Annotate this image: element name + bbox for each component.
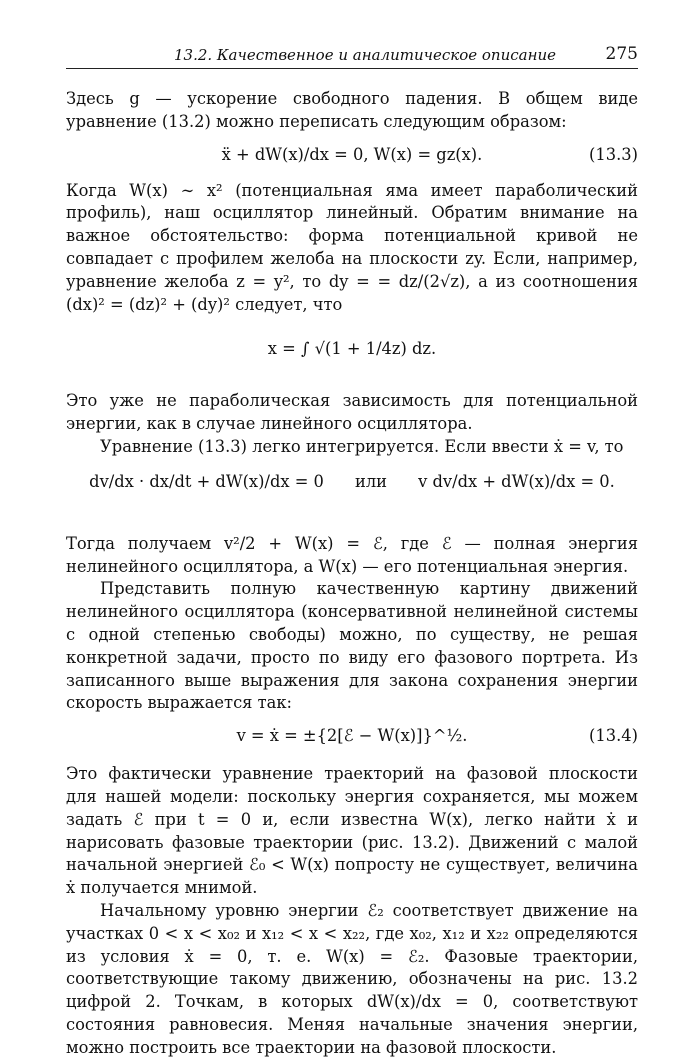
- equation-13-4-number: (13.4): [589, 726, 638, 746]
- equation-fractions-or: или: [354, 471, 388, 491]
- equation-fractions-right: v dv/dx + dW(x)/dx = 0.: [418, 471, 615, 491]
- equation-fractions: [66, 459, 638, 533]
- equation-13-4: [66, 715, 638, 763]
- equation-integral: [66, 316, 638, 390]
- running-header: [66, 46, 638, 69]
- paragraph-7: Это фактически уравнение траекторий на фазовой плоскости для нашей модели: поскольку энергия сохраняется, мы можем задать ℰ при t = 0 и, если известна W(x), легко найти ẋ и нарисовать фазовые траектории (рис. 13.2). Движений с малой начальной энергией ℰ₀ < W(x) попросту не существует, величина ẋ получается мнимой.: [66, 764, 638, 898]
- equation-fractions-left: dv/dx · dx/dt + dW(x)/dx = 0: [89, 471, 324, 491]
- page-number: 275: [605, 44, 638, 64]
- running-title: 13.2. Качественное и аналитическое описание: [174, 46, 557, 64]
- equation-13-3: [66, 134, 638, 180]
- paragraph-4: Уравнение (13.3) легко интегрируется. Если ввести ẋ = v, то: [100, 436, 624, 456]
- paragraph-2: Когда W(x) ∼ x² (потенциальная яма имеет параболический профиль), наш осциллятор линейный. Обратим внимание на важное обстоятельство: форма потенциальной кривой не совпадает с профилем желоба на плоскости zy. Если, например, уравнение желоба z = y², то dy = = dz/(2√z), а из соотношения (dx)² = (dz)² + (dy)² следует, что: [66, 180, 638, 314]
- equation-13-3-formula: ẍ + dW(x)/dx = 0, W(x) = gz(x).: [221, 144, 483, 164]
- page-body: [66, 88, 638, 1060]
- equation-fractions-line: [66, 471, 638, 494]
- equation-integral-formula: x = ∫ √(1 + 1/4z) dz.: [267, 339, 437, 359]
- paragraph-3: Это уже не параболическая зависимость для потенциальной энергии, как в случае линейного осциллятора.: [66, 391, 638, 434]
- paragraph-1: Здесь g — ускорение свободного падения. В общем виде уравнение (13.2) можно переписать следующим образом:: [66, 89, 638, 131]
- equation-13-3-number: (13.3): [589, 144, 638, 164]
- paragraph-8: Начальному уровню энергии ℰ₂ соответствует движение на участках 0 < x < x₀₂ и x₁₂ < x < x₂₂, где x₀₂, x₁₂ и x₂₂ определяются из условия ẋ = 0, т. е. W(x) = ℰ₂. Фазовые траектории, соответствующие такому движению, обозначены на рис. 13.2 цифрой 2. Точкам, в которых dW(x)/dx = 0, соответствуют состояния равновесия. Меняя начальные значения энергии, можно построить все траектории на фазовой плоскости.: [66, 900, 638, 1057]
- paragraph-6: Представить полную качественную картину движений нелинейного осциллятора (консервативной нелинейной системы с одной степенью свободы) можно, по существу, не решая конкретной задачи, просто по виду его фазового портрета. Из записанного выше выражения для закона сохранения энергии скорость выражается так:: [66, 579, 638, 713]
- equation-13-4-formula: v = ẋ = ±{2[ℰ − W(x)]}^½.: [236, 726, 468, 746]
- paragraph-5: Тогда получаем v²/2 + W(x) = ℰ, где ℰ — полная энергия нелинейного осциллятора, а W(x) — его потенциальная энергия.: [66, 533, 638, 576]
